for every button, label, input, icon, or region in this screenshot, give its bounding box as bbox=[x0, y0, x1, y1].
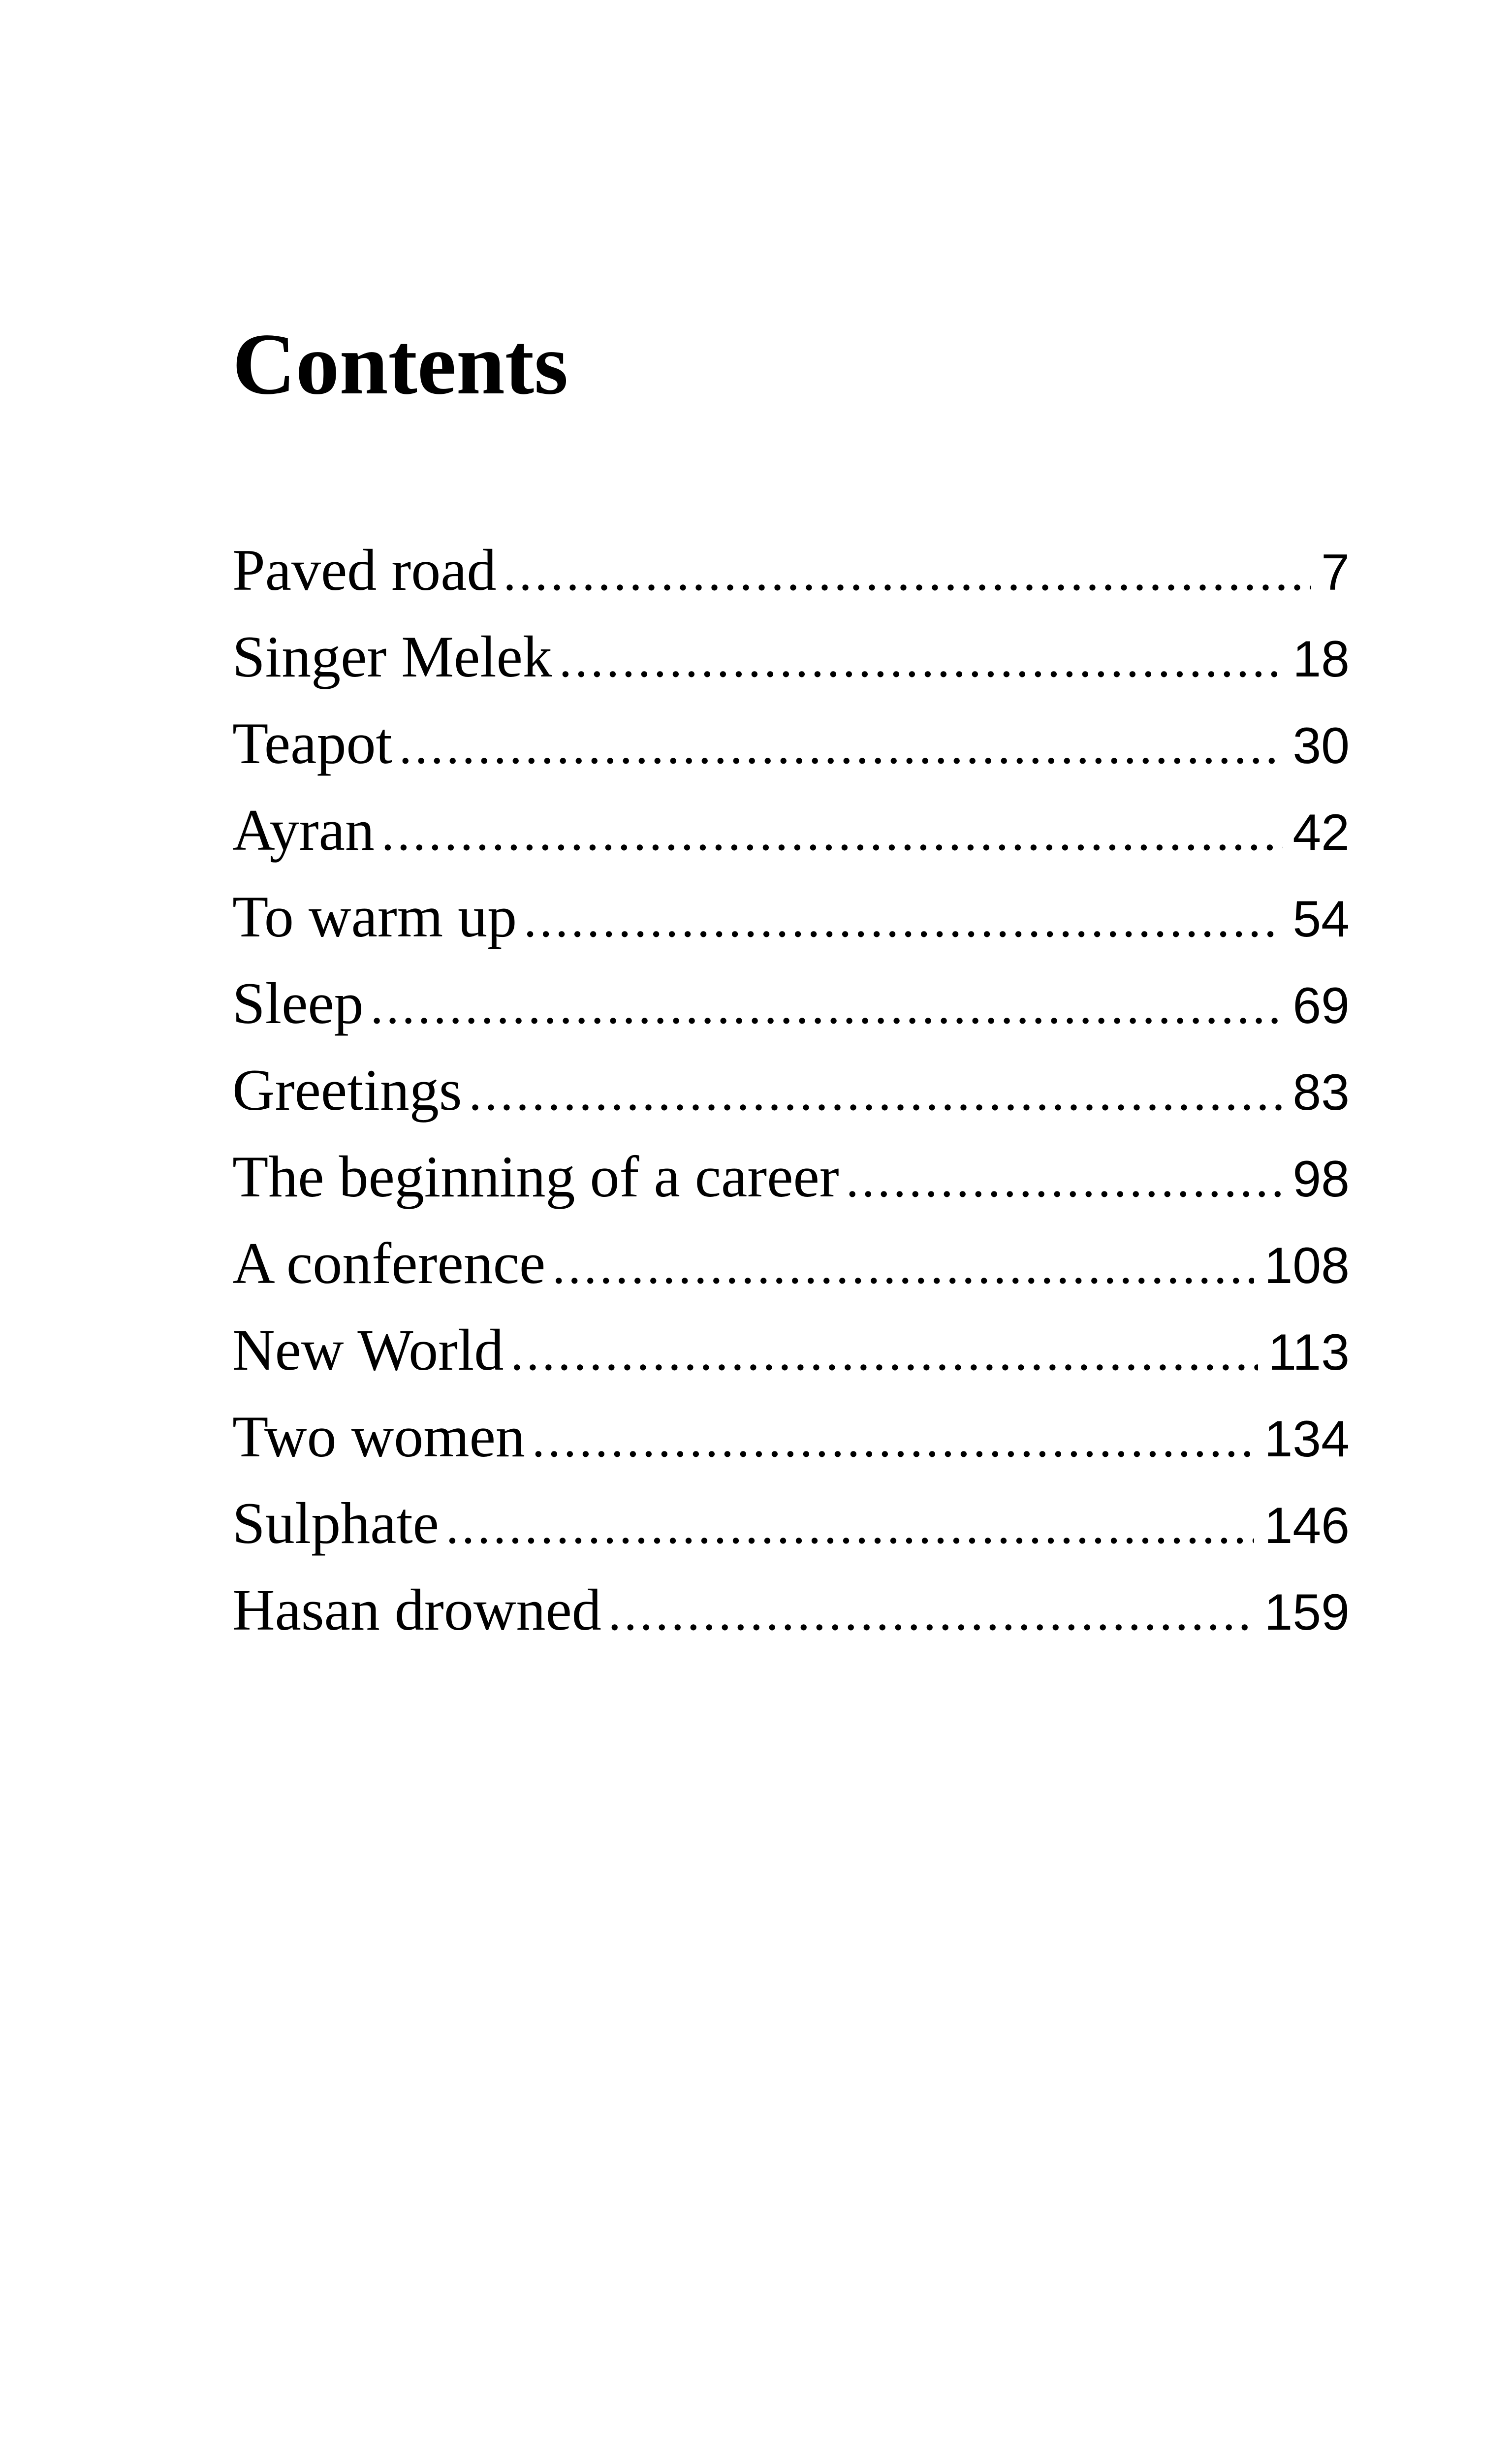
table-of-contents bbox=[232, 541, 1350, 1667]
toc-entry-title: The beginning of a career bbox=[232, 1147, 839, 1209]
toc-entry-page-number: 69 bbox=[1292, 977, 1350, 1034]
toc-entry-page-number: 42 bbox=[1292, 804, 1350, 861]
toc-entry-page-number: 108 bbox=[1264, 1237, 1350, 1294]
toc-entry-page-number: 98 bbox=[1292, 1151, 1350, 1208]
toc-entry bbox=[232, 887, 1350, 974]
dot-leader bbox=[846, 1154, 1283, 1205]
toc-entry bbox=[232, 1580, 1350, 1667]
toc-entry-title: To warm up bbox=[232, 887, 517, 949]
toc-entry-title: Greetings bbox=[232, 1061, 462, 1123]
toc-entry bbox=[232, 1061, 1350, 1147]
dot-leader bbox=[608, 1587, 1255, 1639]
dot-leader bbox=[559, 634, 1283, 685]
dot-leader bbox=[510, 1327, 1258, 1379]
toc-entry-page-number: 7 bbox=[1321, 544, 1350, 601]
toc-entry bbox=[232, 974, 1350, 1061]
toc-entry-page-number: 134 bbox=[1264, 1411, 1350, 1468]
toc-entry-page-number: 18 bbox=[1292, 631, 1350, 688]
toc-entry-page-number: 146 bbox=[1264, 1497, 1350, 1554]
toc-entry-title: Paved road bbox=[232, 541, 497, 603]
toc-entry-page-number: 113 bbox=[1268, 1324, 1350, 1381]
dot-leader bbox=[552, 1241, 1254, 1292]
toc-entry-title: New World bbox=[232, 1320, 504, 1382]
toc-entry bbox=[232, 541, 1350, 627]
dot-leader bbox=[371, 981, 1283, 1032]
toc-entry bbox=[232, 801, 1350, 887]
toc-entry bbox=[232, 1494, 1350, 1580]
toc-entry-page-number: 54 bbox=[1292, 891, 1350, 948]
page-title: Contents bbox=[232, 315, 568, 413]
toc-entry bbox=[232, 1147, 1350, 1234]
toc-entry-title: Sleep bbox=[232, 974, 364, 1036]
toc-entry-title: Sulphate bbox=[232, 1494, 439, 1556]
dot-leader bbox=[381, 807, 1283, 859]
toc-entry-title: A conference bbox=[232, 1234, 546, 1296]
toc-entry-title: Ayran bbox=[232, 801, 375, 863]
toc-entry-title: Hasan drowned bbox=[232, 1580, 601, 1642]
toc-entry bbox=[232, 1407, 1350, 1494]
toc-entry-title: Singer Melek bbox=[232, 627, 552, 689]
dot-leader bbox=[524, 894, 1283, 945]
toc-entry bbox=[232, 1320, 1350, 1407]
dot-leader bbox=[469, 1067, 1283, 1119]
toc-entry-title: Two women bbox=[232, 1407, 525, 1469]
toc-entry-page-number: 30 bbox=[1292, 717, 1350, 774]
toc-entry-title: Teapot bbox=[232, 714, 392, 776]
dot-leader bbox=[446, 1501, 1255, 1552]
toc-entry bbox=[232, 1234, 1350, 1320]
dot-leader bbox=[399, 721, 1283, 772]
toc-entry-page-number: 159 bbox=[1264, 1584, 1350, 1641]
toc-entry bbox=[232, 714, 1350, 801]
toc-entry bbox=[232, 627, 1350, 714]
dot-leader bbox=[532, 1414, 1255, 1465]
dot-leader bbox=[503, 547, 1311, 599]
toc-entry-page-number: 83 bbox=[1292, 1064, 1350, 1121]
